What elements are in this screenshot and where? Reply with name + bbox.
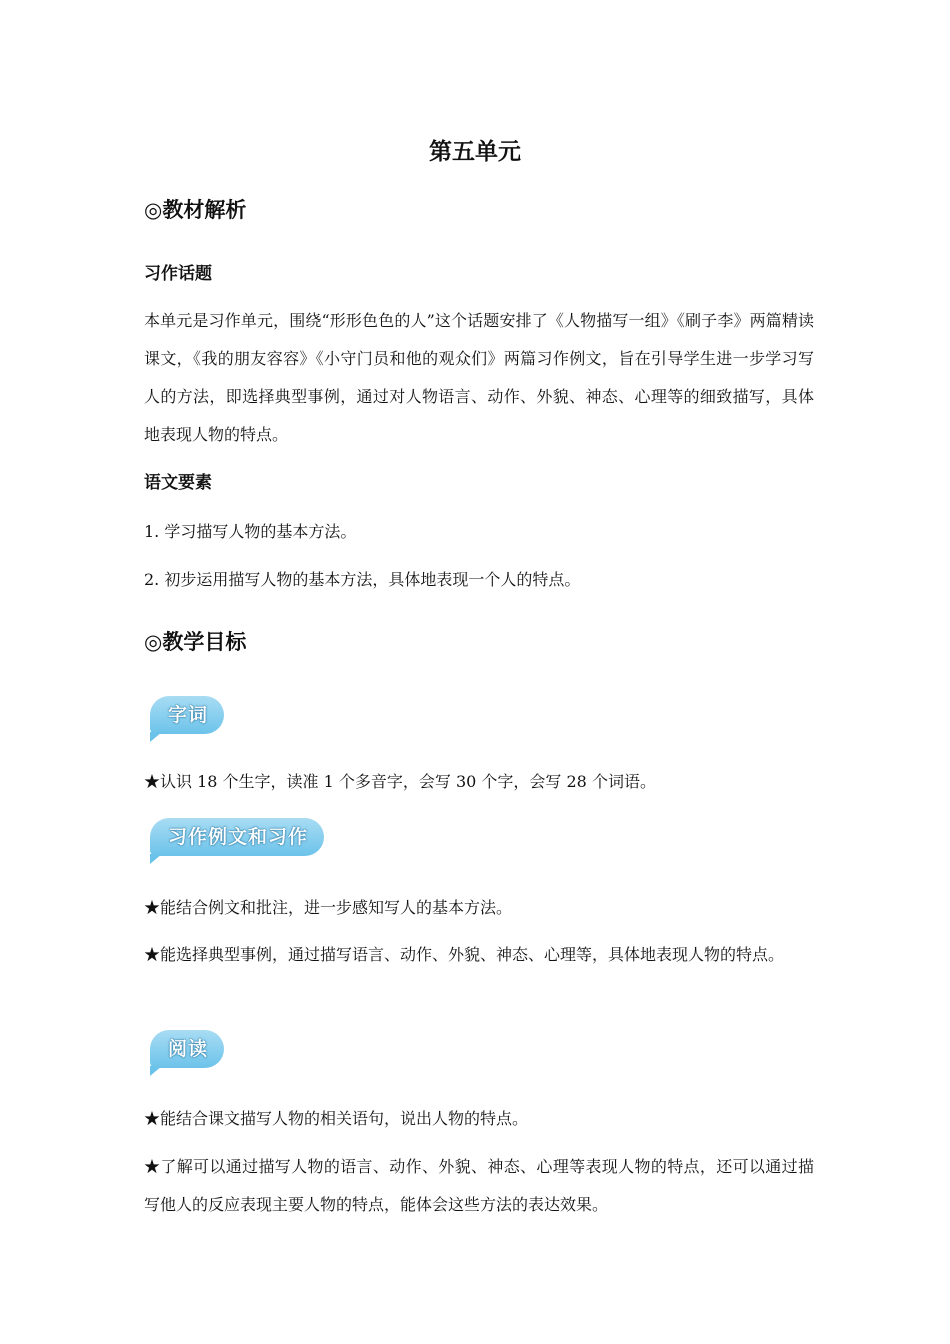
subheading-elements: 语文要素 (144, 473, 212, 493)
element-item-1: 1. 学习描写人物的基本方法。 (144, 522, 357, 541)
section-heading-goals: ◎教学目标 (144, 630, 247, 654)
tag-vocabulary: 字词 (150, 696, 224, 734)
goal-reading-2: ★了解可以通过描写人物的语言、动作、外貌、神态、心理等表现人物的特点，还可以通过描写他人的反应表现主要人物的特点，能体会这些方法的表达效果。 (144, 1157, 814, 1214)
goal-reading-1: ★能结合课文描写人物的相关语句，说出人物的特点。 (144, 1109, 529, 1128)
tag-writing: 习作例文和习作 (150, 818, 324, 856)
page-title: 第五单元 (429, 139, 521, 165)
section-heading-analysis: ◎教材解析 (144, 198, 247, 222)
goal-vocab-1: ★认识 18 个生字，读准 1 个多音字，会写 30 个字，会写 28 个词语。 (144, 772, 656, 791)
goal-writing-2: ★能选择典型事例，通过描写语言、动作、外貌、神态、心理等，具体地表现人物的特点。 (144, 945, 785, 964)
element-item-2: 2. 初步运用描写人物的基本方法，具体地表现一个人的特点。 (144, 570, 581, 589)
topic-paragraph: 本单元是习作单元，围绕“形形色色的人”这个话题安排了《人物描写一组》《刷子李》两篇精读课文，《我的朋友容容》《小守门员和他的观众们》两篇习作例文，旨在引导学生进一步学习写人的方法，即选择典型事例，通过对人物语言、动作、外貌、神态、心理等的细致描写，具体地表现人物的特点。 (144, 311, 814, 444)
goal-writing-1: ★能结合例文和批注，进一步感知写人的基本方法。 (144, 898, 513, 917)
subheading-topic: 习作话题 (144, 264, 212, 284)
tag-reading: 阅读 (150, 1030, 224, 1068)
